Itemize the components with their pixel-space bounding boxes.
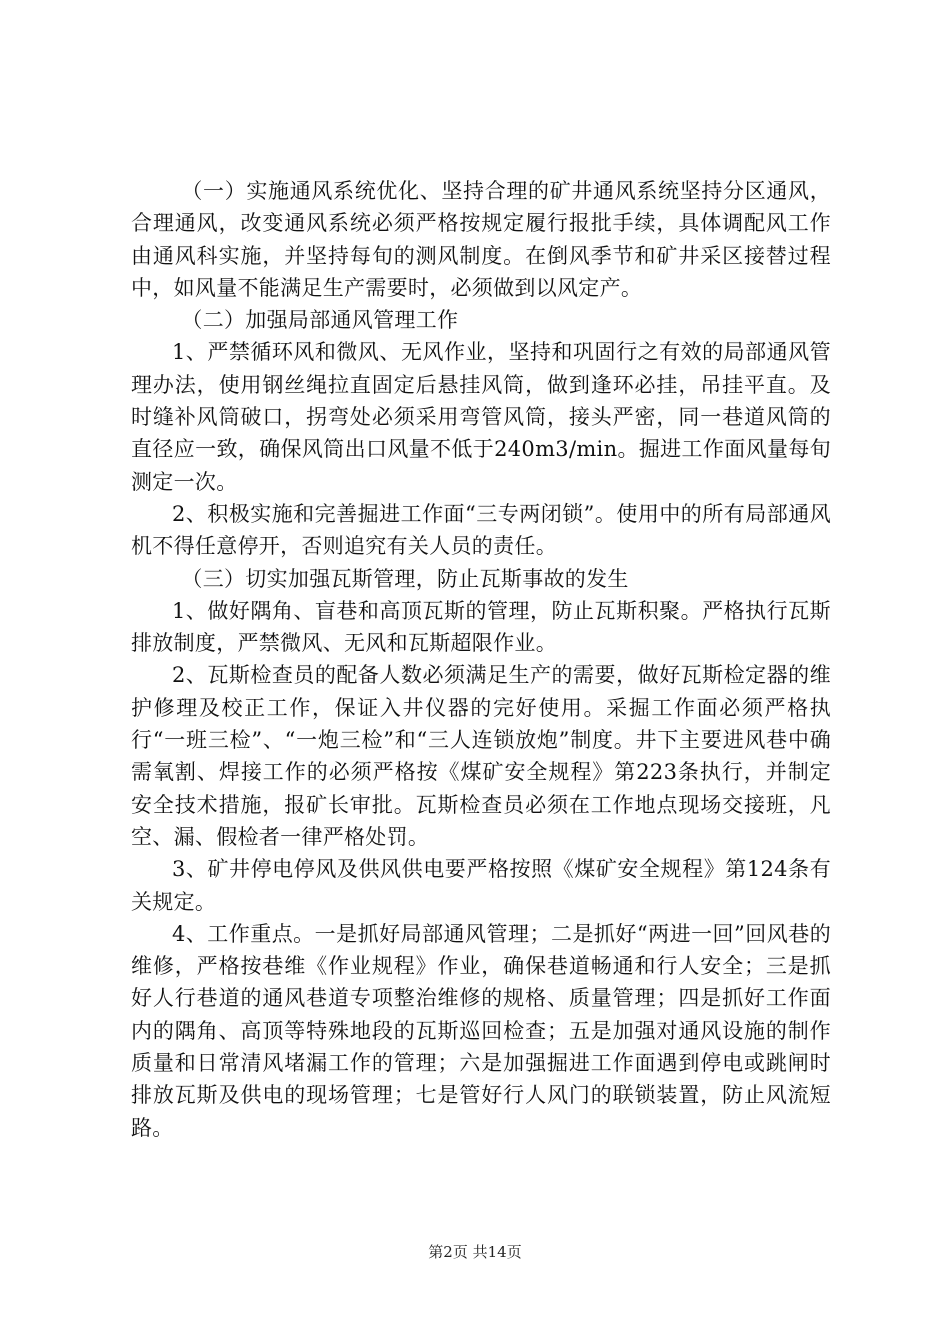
paragraph-item-3-3: 3、矿井停电停风及供风供电要严格按照《煤矿安全规程》第124条有关规定。 xyxy=(131,857,831,914)
paragraph-item-3-4: 4、工作重点。一是抓好局部通风管理；二是抓好“两进一回”回风巷的维修，严格按巷维《作业规程》作业，确保巷道畅通和行人安全；三是抓好人行巷道的通风巷道专项整治维修的规格、质量管理；四是抓好工作面内的隅角、高顶等特殊地段的瓦斯巡回检查；五是加强对通风设施的制作质量和日常清风堵漏工作的管理；六是加强掘进工作面遇到停电或跳闸时排放瓦斯及供电的现场管理；七是管好行人风门的联锁装置，防止风流短路。 xyxy=(131,921,831,1140)
page-number-footer: 第2页 共14页 xyxy=(428,1243,522,1261)
document-body xyxy=(131,175,831,1144)
paragraph-section-1: （一）实施通风系统优化、坚持合理的矿井通风系统坚持分区通风，合理通风，改变通风系统必须严格按规定履行报批手续，具体调配风工作由通风科实施，并坚持每旬的测风制度。在倒风季节和矿井采区接替过程中，如风量不能满足生产需要时，必须做到以风定产。 xyxy=(131,179,831,300)
section-heading-3: （三）切实加强瓦斯管理，防止瓦斯事故的发生 xyxy=(181,566,629,591)
section-heading-2: （二）加强局部通风管理工作 xyxy=(181,308,459,333)
paragraph-item-2-1: 1、严禁循环风和微风、无风作业，坚持和巩固行之有效的局部通风管理办法，使用钢丝绳拉直固定后悬挂风筒，做到逢环必挂，吊挂平直。及时缝补风筒破口，拐弯处必须采用弯管风筒，接头严密，同一巷道风筒的直径应一致，确保风筒出口风量不低于240m3/min。掘进工作面风量每旬测定一次。 xyxy=(131,340,831,494)
paragraph-item-3-2: 2、瓦斯检查员的配备人数必须满足生产的需要，做好瓦斯检定器的维护修理及校正工作，保证入井仪器的完好使用。采掘工作面必须严格执行“一班三检”、“一炮三检”和“三人连锁放炮”制度。井下主要进风巷中确需氧割、焊接工作的必须严格按《煤矿安全规程》第223条执行，并制定安全技术措施，报矿长审批。瓦斯检查员必须在工作地点现场交接班，凡空、漏、假检者一律严格处罚。 xyxy=(131,663,831,849)
paragraph-item-2-2: 2、积极实施和完善掘进工作面“三专两闭锁”。使用中的所有局部通风机不得任意停开，否则追究有关人员的责任。 xyxy=(131,501,831,559)
paragraph-item-3-1: 1、做好隅角、盲巷和高顶瓦斯的管理，防止瓦斯积聚。严格执行瓦斯排放制度，严禁微风、无风和瓦斯超限作业。 xyxy=(131,598,831,656)
